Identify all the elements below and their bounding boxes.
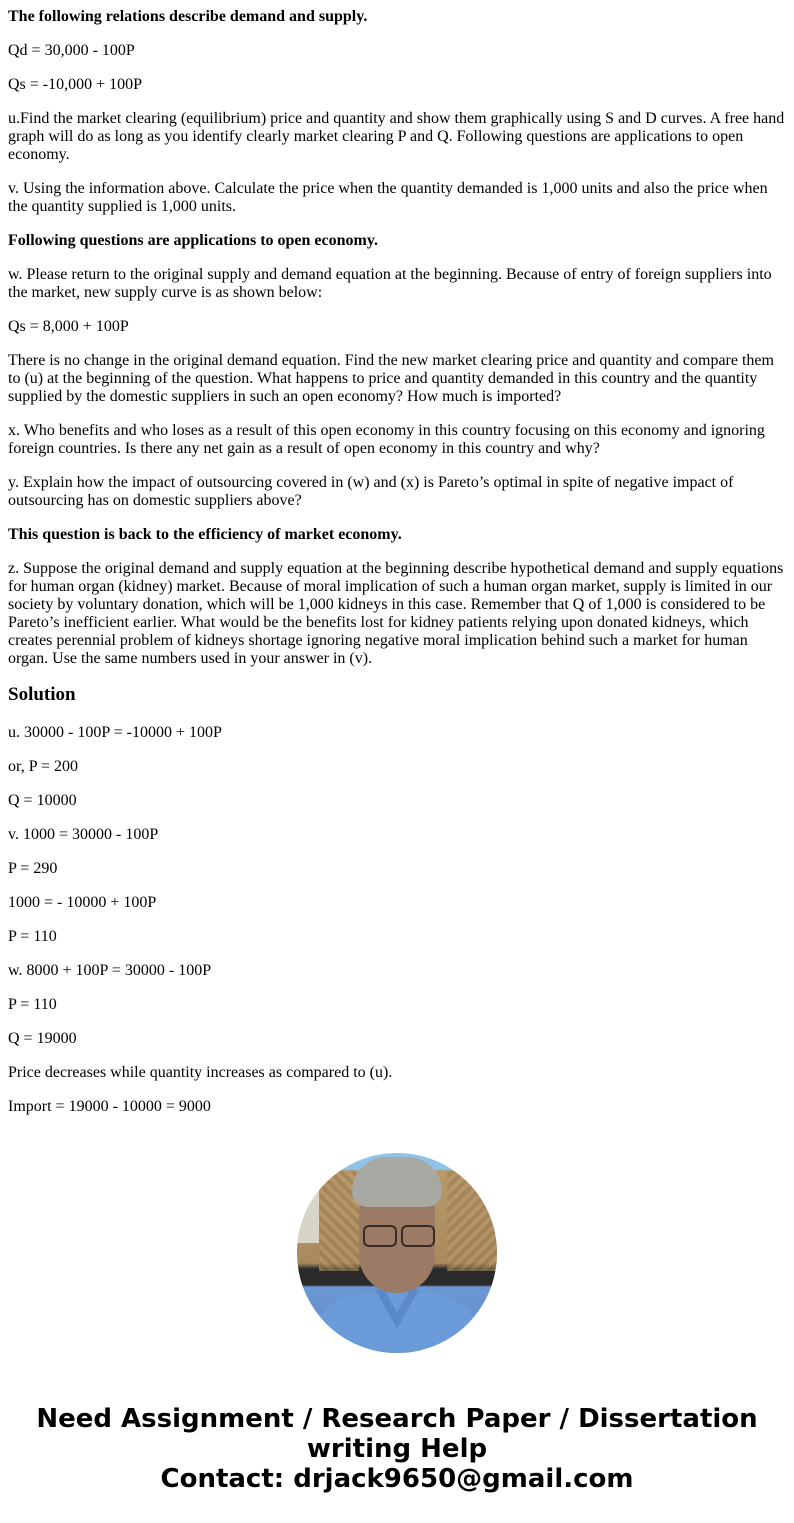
open-economy-heading: Following questions are applications to open economy. [8, 232, 378, 249]
solution-line: u. 30000 - 100P = -10000 + 100P [8, 724, 222, 741]
question-part-z: z. Suppose the original demand and supply equation at the beginning describe hypothetical demand and supply equations for human organ (kidney) market. Because of moral implication of such a human organ market, supply is limited in our society by voluntary donation, which will be 1,000 kidneys in this case. Remember that Q of 1,000 is considered to be Pareto’s inefficient earlier. What would be the benefits lost for kidney patients relying upon donated kidneys, which creates perennial problem of kidneys shortage ignoring negative moral implication behind such a market for human organ. Use the same numbers used in your answer in (v). [8, 560, 784, 667]
question-part-u: u.Find the market clearing (equilibrium) price and quantity and show them graphically using S and D curves. A free hand graph will do as long as you identify clearly market clearing P and Q. Following questions are applications to open economy. [8, 110, 785, 163]
solution-line: Q = 10000 [8, 792, 77, 809]
promo-line-1: Need Assignment / Research Paper / Dissertation [36, 1404, 758, 1434]
solution-line: 1000 = - 10000 + 100P [8, 894, 157, 911]
promo-line-2: writing Help [306, 1434, 488, 1464]
solution-line: Import = 19000 - 10000 = 9000 [8, 1098, 211, 1115]
question-part-v: v. Using the information above. Calculate the price when the quantity demanded is 1,000 units and also the price when the quantity supplied is 1,000 units. [8, 180, 768, 215]
solution-line: Price decreases while quantity increases as compared to (u). [8, 1064, 393, 1081]
solution-lines [8, 724, 786, 1116]
solution-line: P = 110 [8, 928, 57, 945]
promo-banner [0, 1404, 794, 1494]
author-photo [297, 1153, 497, 1353]
solution-line: P = 290 [8, 860, 58, 877]
intro-heading: The following relations describe demand and supply. [8, 8, 368, 25]
new-supply-equation: Qs = 8,000 + 100P [8, 318, 129, 335]
question-part-y: y. Explain how the impact of outsourcing covered in (w) and (x) is Pareto’s optimal in spite of negative impact of outsourcing has on domestic suppliers above? [8, 474, 734, 509]
question-part-x: x. Who benefits and who loses as a result of this open economy in this country focusing on this economy and ignoring foreign countries. Is there any net gain as a result of open economy in this country and why? [8, 422, 765, 457]
solution-line: or, P = 200 [8, 758, 79, 775]
avatar [297, 1153, 497, 1353]
efficiency-heading: This question is back to the efficiency of market economy. [8, 526, 402, 543]
solution-line: Q = 19000 [8, 1030, 77, 1047]
supply-equation: Qs = -10,000 + 100P [8, 76, 143, 93]
question-part-w: w. Please return to the original supply and demand equation at the beginning. Because of entry of foreign suppliers into the market, new supply curve is as shown below: [8, 266, 772, 301]
solution-line: P = 110 [8, 996, 57, 1013]
demand-equation: Qd = 30,000 - 100P [8, 42, 135, 59]
promo-contact: Contact: drjack9650@gmail.com [160, 1464, 634, 1494]
question-part-w-continued: There is no change in the original demand equation. Find the new market clearing price and quantity and compare them to (u) at the beginning of the question. What happens to price and quantity demanded in this country and the quantity supplied by the domestic suppliers in such an open economy? How much is imported? [8, 352, 774, 405]
solution-line: w. 8000 + 100P = 30000 - 100P [8, 962, 212, 979]
solution-line: v. 1000 = 30000 - 100P [8, 826, 159, 843]
solution-heading: Solution [8, 684, 76, 705]
